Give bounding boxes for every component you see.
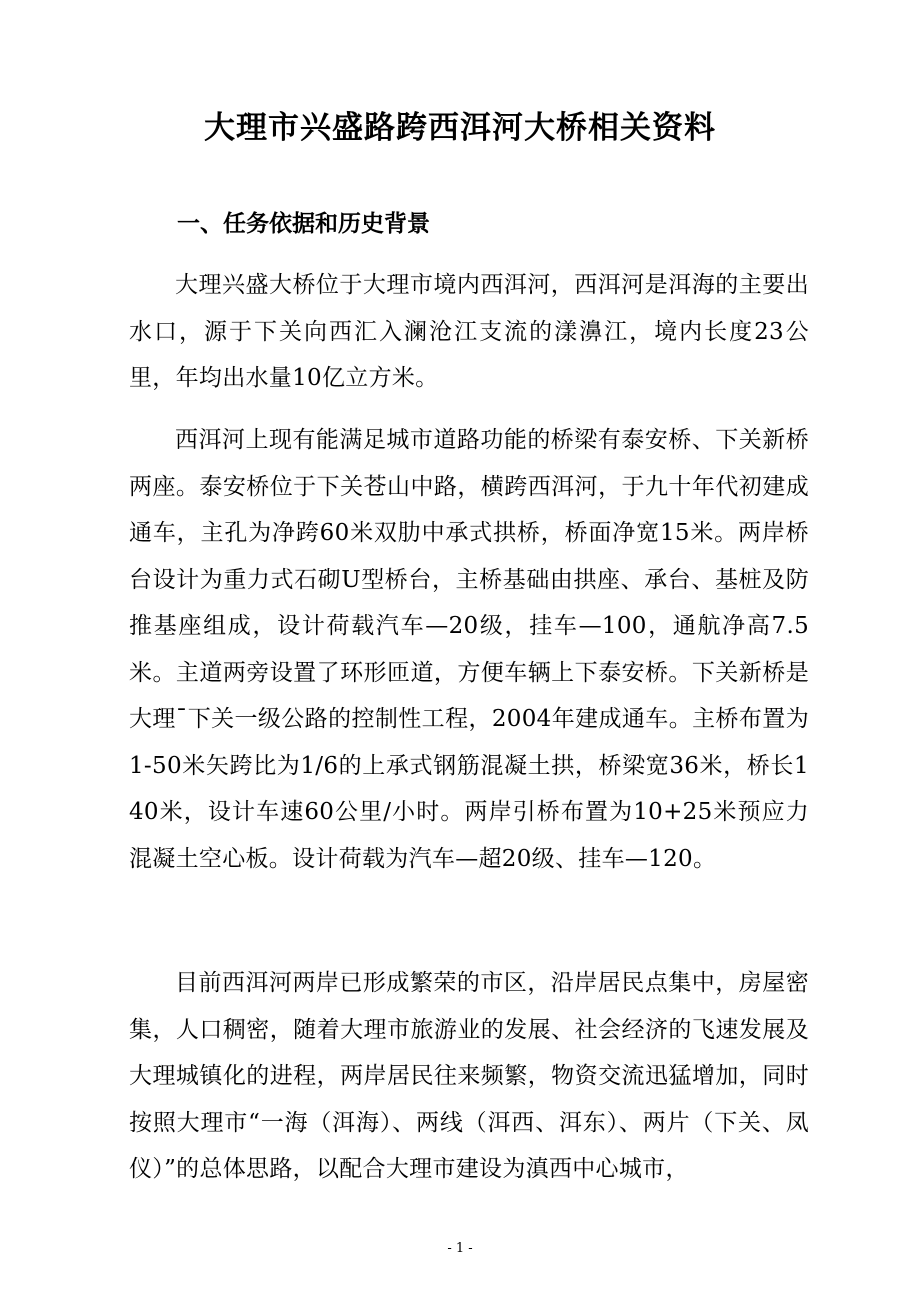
section-heading: 一、任务依据和历史背景 <box>177 211 430 237</box>
paragraph-river-background: 大理兴盛大桥位于大理市境内西洱河，西洱河是洱海的主要出水口，源于下关向西汇入澜沧江支流的漾濞江，境内长度23公里，年均出水量10亿立方米。 <box>129 272 809 391</box>
paragraph-existing-bridges: 西洱河上现有能满足城市道路功能的桥梁有泰安桥、下关新桥两座。泰安桥位于下关苍山中路，横跨西洱河，于九十年代初建成通车，主孔为净跨60米双肋中承式拱桥，桥面净宽15米。两岸桥台设计为重力式石砌U型桥台，主桥基础由拱座、承台、基桩及防推基座组成，设计荷载汽车—20级，挂车—100，通航净高7.5米。主道两旁设置了环形匝道，方便车辆上下泰安桥。下关新桥是大理¯下关一级公路的控制性工程，2004年建成通车。主桥布置为1-50米矢跨比为1/6的上承式钢筋混凝土拱，桥梁宽36米，桥长140米，设计车速60公里/小时。两岸引桥布置为10+25米预应力混凝土空心板。设计荷载为汽车—超20级、挂车—120。 <box>129 427 809 872</box>
document-title: 大理市兴盛路跨西洱河大桥相关资料 <box>204 110 716 146</box>
page-number: - 1 - <box>447 1241 473 1256</box>
paragraph-current-situation: 目前西洱河两岸已形成繁荣的市区，沿岸居民点集中，房屋密集，人口稠密，随着大理市旅游业的发展、社会经济的飞速发展及大理城镇化的进程，两岸居民往来频繁，物资交流迅猛增加，同时按照大理市“一海（洱海）、两线（洱西、洱东）、两片（下关、凤仪）”的总体思路，以配合大理市建设为滇西中心城市， <box>129 970 809 1182</box>
